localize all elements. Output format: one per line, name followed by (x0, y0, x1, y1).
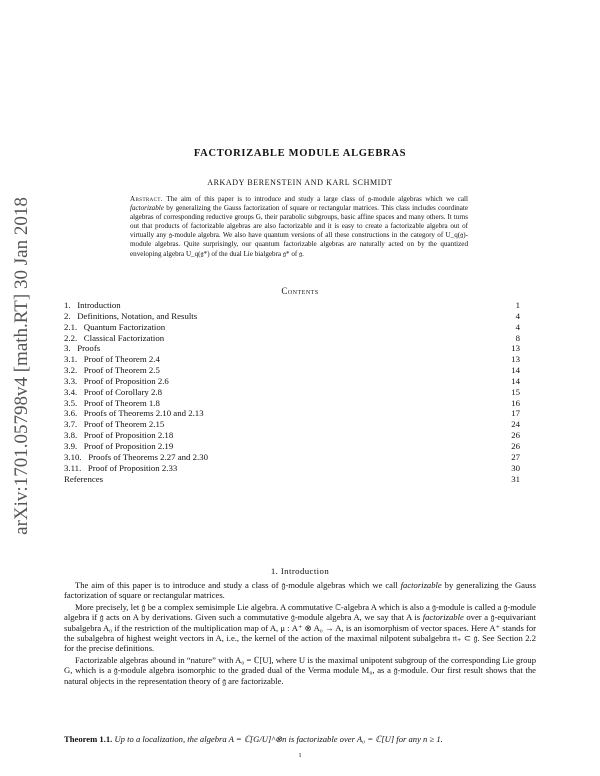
toc-entry[interactable] (64, 441, 520, 452)
toc-entry-label: 3.4. Proof of Corollary 2.8 (64, 386, 162, 397)
toc-entry[interactable] (64, 419, 520, 430)
toc-entry[interactable] (64, 452, 520, 463)
toc-entry-label: 3.11. Proof of Proposition 2.33 (64, 462, 178, 473)
toc-entry-label: 1. Introduction (64, 300, 121, 310)
toc-entry[interactable] (64, 322, 520, 333)
toc-entry-label: References (64, 473, 104, 484)
paragraph-pre: The aim of this paper is to introduce and study a class of 𝔤-module algebras which we call (75, 580, 401, 590)
toc-entry-label: 2. Definitions, Notation, and Results (64, 310, 198, 321)
intro-paragraph (64, 602, 536, 654)
introduction-body (64, 580, 536, 687)
abstract-label: Abstract. (130, 195, 164, 203)
paper-title: FACTORIZABLE MODULE ALGEBRAS (193, 148, 407, 159)
toc-entry-page: 14 (511, 365, 520, 376)
paragraph-pre: Factorizable algebras abound in “nature” with A₀ = ℂ[U], where U is the maximal unipotent subgroup of the corresponding Lie group G, which is a 𝔤-module algebra isomorphic to the graded dual of the Verma module M₀, as a 𝔤-module. Our first result shows that the natural objects in the representation theory of 𝔤 are factorizable. (64, 654, 536, 686)
toc-entry[interactable] (64, 365, 520, 376)
toc-entry-page: 4 (515, 321, 520, 332)
toc-entry[interactable] (64, 376, 520, 387)
toc-entry-page: 13 (511, 343, 520, 354)
toc-entry[interactable] (64, 311, 520, 322)
toc-entry-label: 3.9. Proof of Proposition 2.19 (64, 440, 174, 451)
theorem-statement (64, 734, 536, 744)
section-heading: 1. Introduction (270, 566, 330, 576)
toc-entry[interactable] (64, 387, 520, 398)
toc-entry[interactable] (64, 354, 520, 365)
table-of-contents (64, 300, 520, 484)
toc-entry[interactable] (64, 333, 520, 344)
page-number: 1 (298, 752, 302, 759)
toc-entry-page: 1 (515, 300, 520, 310)
toc-entry-page: 17 (511, 408, 520, 419)
toc-entry[interactable] (64, 408, 520, 419)
theorem-text: Up to a localization, the algebra A = ℂ[G/U]^⊗n is factorizable over A₀ = ℂ[U] for any n ≥ 1. (114, 734, 443, 744)
toc-entry-page: 31 (511, 473, 520, 484)
abstract-text-2: by generalizing the Gauss factorization of square or rectangular matrices. This class includes coordinate algebras of corresponding reductive groups G, their parabolic subgroups, basic affine spaces and many others. It turns out that products of factorizable algebras are also factorizable and it is easy to create a factorizable algebra out of virtually any 𝔤-module algebra. We also have quantum versions of all these constructions in the category of U_q(𝔤)-module algebras. Quite surprisingly, our quantum factorizable algebras are naturally acted on by the quantized enveloping algebra U_q(𝔤*) of the dual Lie bialgebra 𝔤* of 𝔤. (130, 204, 468, 258)
contents-heading: Contents (281, 286, 319, 296)
toc-entry-label: 3.1. Proof of Theorem 2.4 (64, 354, 160, 365)
paper-authors: ARKADY BERENSTEIN AND KARL SCHMIDT (207, 178, 393, 187)
toc-entry[interactable] (64, 300, 520, 311)
toc-entry-page: 16 (511, 397, 520, 408)
toc-entry-page: 8 (515, 332, 520, 343)
theorem-label: Theorem 1.1. (64, 734, 113, 744)
paragraph-em: factorizable (400, 580, 442, 590)
toc-entry[interactable] (64, 430, 520, 441)
toc-entry-label: 2.1. Quantum Factorization (64, 321, 166, 332)
toc-entry-page: 30 (511, 462, 520, 473)
toc-entry[interactable] (64, 343, 520, 354)
toc-entry-page: 14 (511, 375, 520, 386)
toc-entry-label: 3.7. Proof of Theorem 2.15 (64, 419, 165, 430)
paragraph-post: by generalizing the Gauss factorization of square or rectangular matrices. (64, 580, 536, 601)
toc-entry-page: 26 (511, 440, 520, 451)
toc-entry-page: 26 (511, 430, 520, 441)
abstract (130, 195, 468, 259)
abstract-text-1: The aim of this paper is to introduce and study a large class of 𝔤-module algebras which we call (166, 195, 468, 203)
abstract-italic: factorizable (130, 204, 164, 213)
toc-entry-label: 3.6. Proofs of Theorems 2.10 and 2.13 (64, 408, 204, 419)
toc-entry-page: 24 (511, 419, 520, 430)
toc-entry[interactable] (64, 463, 520, 474)
intro-paragraph (64, 655, 536, 686)
toc-entry-label: 3.5. Proof of Theorem 1.8 (64, 397, 160, 408)
toc-entry-label: 3.3. Proof of Proposition 2.6 (64, 375, 169, 386)
toc-entry-page: 4 (515, 310, 520, 321)
toc-entry-label: 2.2. Classical Factorization (64, 332, 165, 343)
toc-entry-label: 3.2. Proof of Theorem 2.5 (64, 365, 160, 376)
toc-entry[interactable] (64, 398, 520, 409)
toc-entry-page: 13 (511, 354, 520, 365)
toc-entry-page: 15 (511, 386, 520, 397)
paragraph-post: over a 𝔤-equivariant subalgebra A₀ if the restriction of the multiplication map of A, μ : A⁺ ⊗ A₀ → A, is an isomorphism of vector spaces. Here A⁺ stands for the subalgebra of highest weight vectors in A, i.e., the kernel of the action of the maximal nilpotent subalgebra 𝔫₊ ⊂ 𝔤. See Section 2.2 for the precise definitions. (64, 612, 536, 654)
intro-paragraph (64, 580, 536, 601)
toc-entry-label: 3.8. Proof of Proposition 2.18 (64, 430, 174, 441)
toc-entry[interactable] (64, 474, 520, 485)
arxiv-identifier: arXiv:1701.05798v4 [math.RT] 30 Jan 2018 (11, 197, 32, 535)
arxiv-sidebar-stamp (10, 176, 34, 556)
toc-entry-label: 3.10. Proofs of Theorems 2.27 and 2.30 (64, 451, 208, 462)
toc-entry-page: 27 (511, 451, 520, 462)
paragraph-em: factorizable (422, 612, 464, 623)
toc-entry-label: 3. Proofs (64, 343, 101, 354)
paragraph-pre: More precisely, let 𝔤 be a complex semisimple Lie algebra. A commutative ℂ-algebra A which is also a 𝔤-module is called a 𝔤-module algebra if 𝔤 acts on A by derivations. Given such a commutative 𝔤-module algebra A, we say that A is (64, 601, 536, 623)
